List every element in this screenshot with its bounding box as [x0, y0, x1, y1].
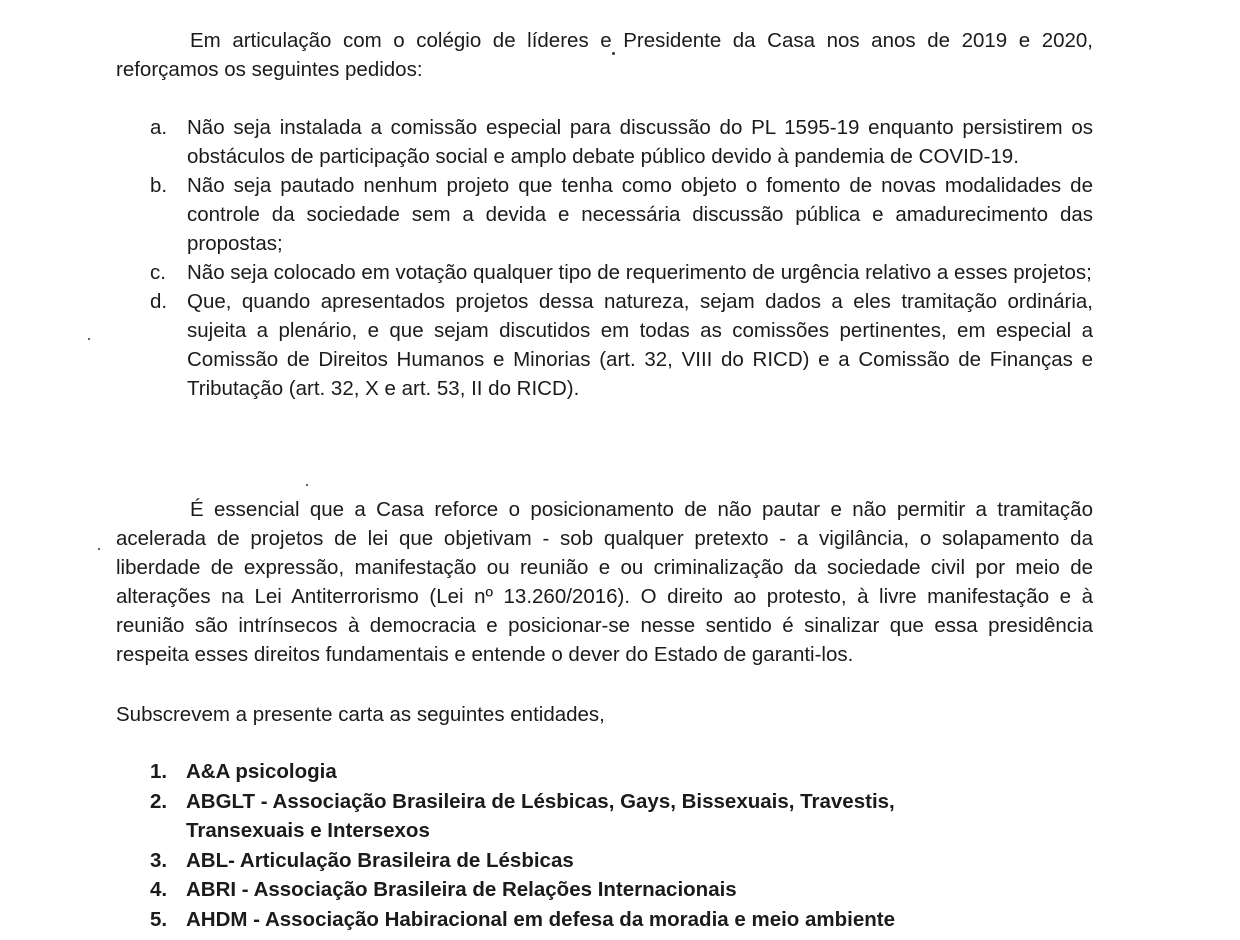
request-item: [150, 287, 1093, 403]
scan-speck: [98, 548, 100, 550]
scan-speck: [88, 338, 90, 340]
entity-name: A&A psicologia: [186, 760, 337, 783]
entity-item: [150, 875, 980, 905]
entity-name: ABRI - Associação Brasileira de Relações Internacionais: [186, 878, 737, 901]
entities-list: [150, 757, 980, 934]
request-marker: b.: [150, 174, 168, 197]
request-item: [150, 258, 1093, 287]
entity-marker: 5.: [150, 907, 168, 931]
request-marker: d.: [150, 290, 168, 313]
entity-item: [150, 757, 980, 787]
entity-name: ABGLT - Associação Brasileira de Lésbicas, Gays, Bissexuais, Travestis, Transexuais e Intersexos: [186, 789, 895, 842]
intro-paragraph: Em articulação com o colégio de líderes e Presidente da Casa nos anos de 2019 e 2020, reforçamos os seguintes pedidos:: [116, 29, 1093, 81]
request-text: Que, quando apresentados projetos dessa natureza, sejam dados a eles tramitação ordinária, sujeita a plenário, e que sejam discutidos em todas as comissões pertinentes, em especial a Comissão de Direitos Humanos e Minorias (art. 32, VIII do RICD) e a Comissão de Finanças e Tributação (art. 32, X e art. 53, II do RICD).: [187, 290, 1093, 400]
entity-name: ABL- Articulação Brasileira de Lésbicas: [186, 848, 574, 872]
request-marker: a.: [150, 116, 168, 139]
entity-name: AHDM - Associação Habiracional em defesa da moradia e meio ambiente: [186, 907, 896, 931]
scan-speck: [612, 52, 615, 55]
essential-paragraph: É essencial que a Casa reforce o posicionamento de não pautar e não permitir a tramitação acelerada de projetos de lei que objetivam - sob qualquer pretexto - a vigilância, o solapamento da liberdade de expressão, manifestação ou reunião e ou criminalização da sociedade civil por meio de alterações na Lei Antiterrorismo (Lei nº 13.260/2016). O direito ao protesto, à livre manifestação e à reunião são intrínsecos à democracia e posicionar-se nesse sentido é sinalizar que essa presidência respeita esses direitos fundamentais e entende o dever do Estado de garanti-los.: [116, 498, 1093, 666]
request-text: Não seja pautado nenhum projeto que tenha como objeto o fomento de novas modalidades de controle da sociedade sem a devida e necessária discussão pública e amadurecimento das propostas;: [187, 174, 1093, 255]
request-text: Não seja instalada a comissão especial para discussão do PL 1595-19 enquanto persistirem os obstáculos de participação social e amplo debate público devido à pandemia de COVID-19.: [187, 116, 1093, 168]
entity-marker: 1.: [150, 760, 168, 783]
entity-marker: 4.: [150, 878, 168, 901]
entity-item: [150, 787, 980, 846]
entity-item: [150, 846, 980, 876]
entity-marker: 2.: [150, 789, 168, 813]
entity-marker: 3.: [150, 848, 168, 872]
subscribe-line: Subscrevem a presente carta as seguintes entidades,: [116, 703, 605, 726]
request-item: [150, 171, 1093, 258]
request-text: Não seja colocado em votação qualquer tipo de requerimento de urgência relativo a esses projetos;: [187, 261, 1092, 284]
request-item: [150, 113, 1093, 171]
scan-speck: [306, 484, 308, 486]
entity-item: [150, 905, 980, 935]
requests-list: [150, 113, 1093, 403]
request-marker: c.: [150, 261, 166, 284]
